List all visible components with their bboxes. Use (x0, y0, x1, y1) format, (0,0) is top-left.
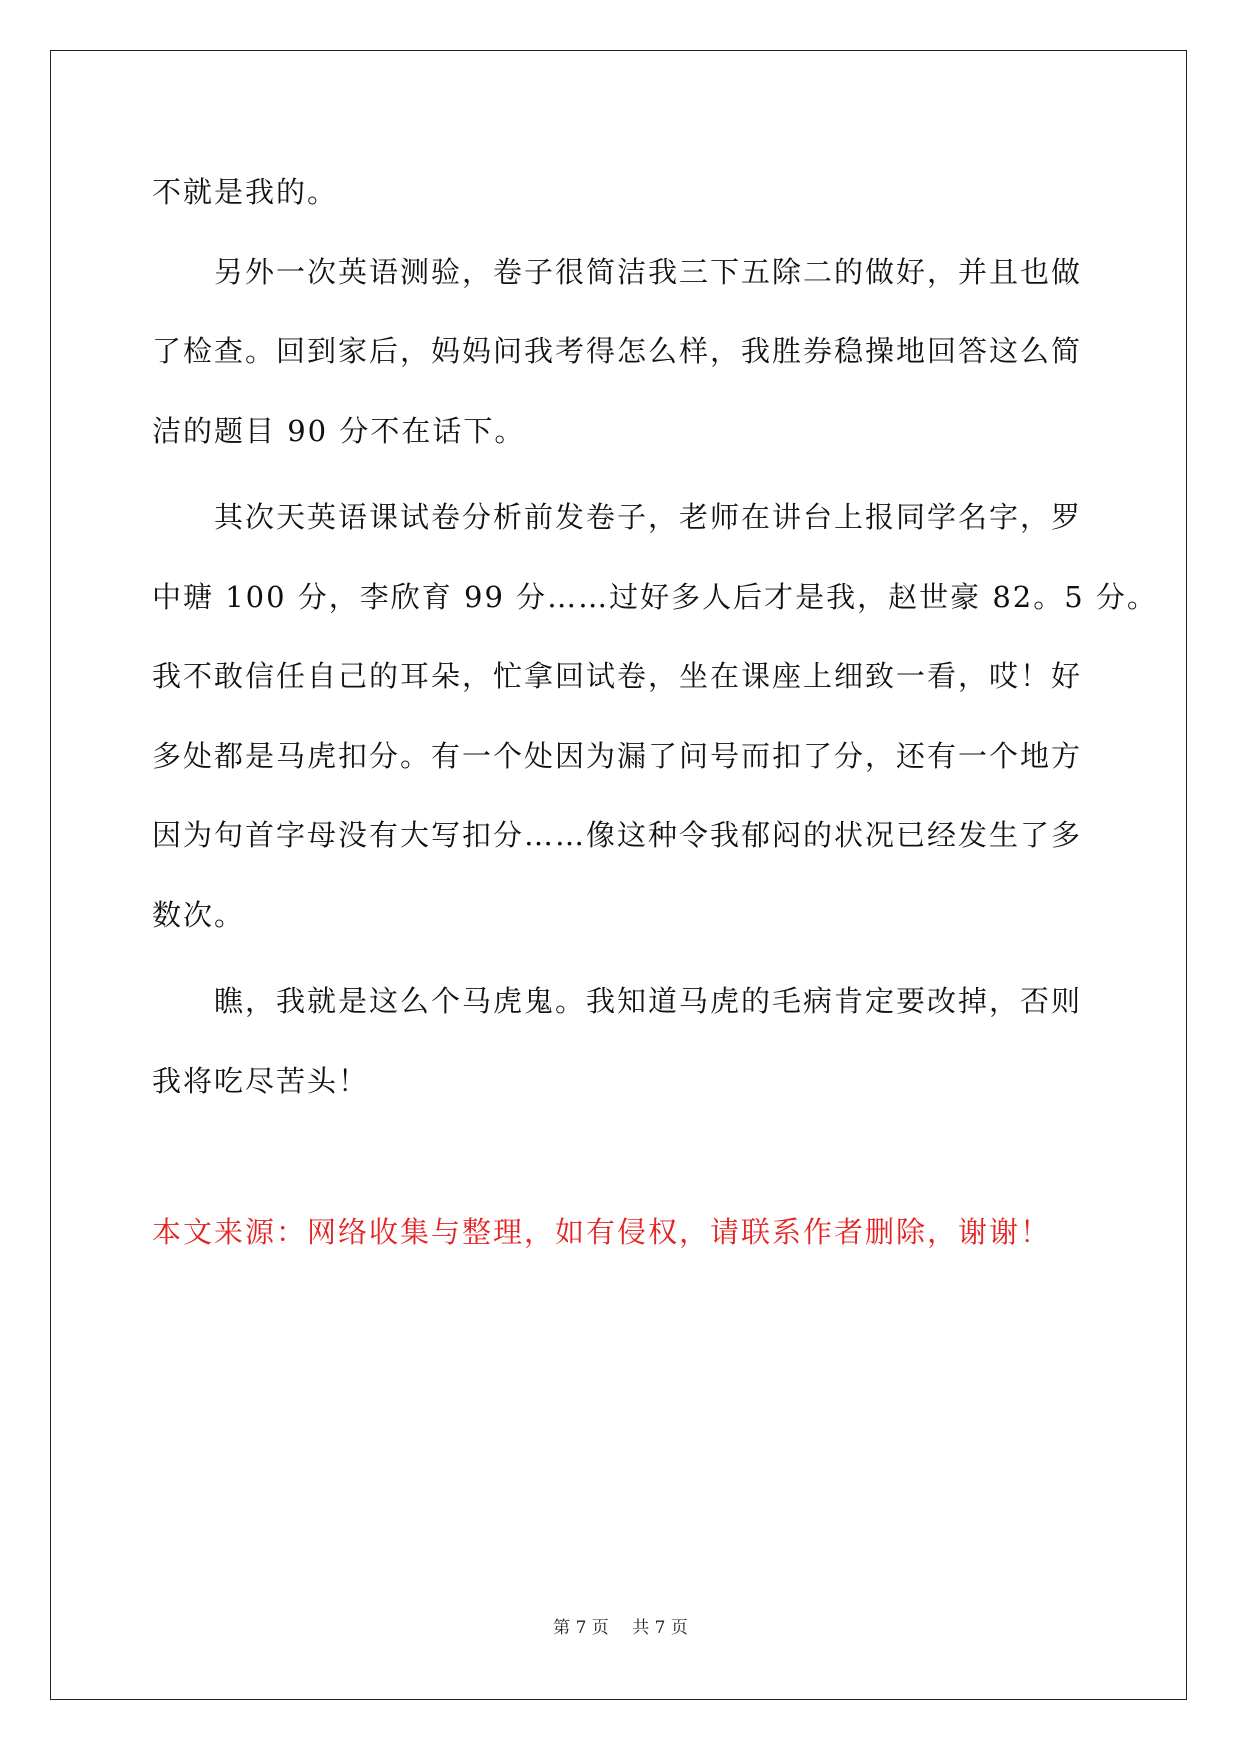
text-line: 不就是我的。 (152, 175, 339, 209)
page-number: 第 7 页 (553, 1618, 609, 1638)
text-line: 其次天英语课试卷分析前发卷子，老师在讲台上报同学名字，罗 (214, 500, 1083, 534)
text-line: 数次。 (152, 898, 246, 932)
text-line: 另外一次英语测验，卷子很简洁我三下五除二的做好，并且也做 (214, 255, 1083, 289)
page-total: 共 7 页 (632, 1618, 688, 1638)
text-line: 因为句首字母没有大写扣分……像这种令我郁闷的状况已经发生了多 (152, 818, 1083, 852)
page-border (50, 50, 1187, 1700)
text-line: 我不敢信任自己的耳朵，忙拿回试卷，坐在课座上细致一看，哎！好 (152, 659, 1083, 693)
text-line: 我将吃尽苦头！ (152, 1064, 370, 1098)
text-line: 中瑭 100 分，李欣育 99 分……过好多人后才是我，赵世豪 82。5 分。 (152, 580, 1158, 614)
text-line: 瞧，我就是这么个马虎鬼。我知道马虎的毛病肯定要改掉，否则 (214, 984, 1083, 1018)
text-line: 了检查。回到家后，妈妈问我考得怎么样，我胜券稳操地回答这么简 (152, 334, 1083, 368)
text-line: 洁的题目 90 分不在话下。 (152, 414, 526, 448)
text-line: 多处都是马虎扣分。有一个处因为漏了问号而扣了分，还有一个地方 (152, 739, 1083, 773)
source-note: 本文来源：网络收集与整理，如有侵权，请联系作者删除，谢谢！ (152, 1215, 1052, 1249)
page-footer (0, 1613, 1241, 1638)
